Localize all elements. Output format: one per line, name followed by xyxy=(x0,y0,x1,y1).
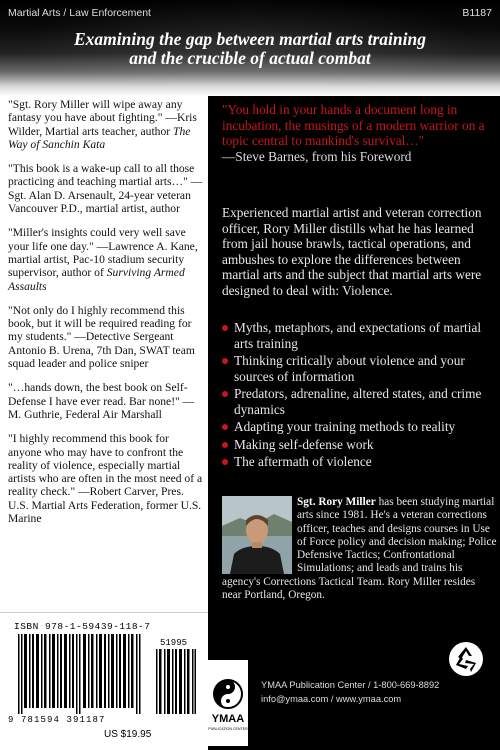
author-bio xyxy=(222,496,497,602)
list-item-text: The aftermath of violence xyxy=(234,454,372,469)
list-item-text: Myths, metaphors, and expectations of martial arts training xyxy=(234,320,482,351)
list-item-text: Thinking critically about violence and your sources of information xyxy=(234,353,465,384)
endorsement-quote xyxy=(8,432,204,525)
photo-spacer xyxy=(222,496,297,574)
endorsement-text: "This book is a wake-up call to all those practicing and teaching martial arts…" —Sgt. Alan D. Arsenault, 24-year veteran Vancouver P.D., martial artist, author xyxy=(8,162,203,216)
endorsement-text: "Miller's insights could very well save your life one day." —Lawrence A. Kane, martial artist, Pac-10 stadium security supervisor, author of xyxy=(8,226,198,280)
foreword-quote xyxy=(222,102,494,164)
endorsement-text: "Not only do I highly recommend this book, but it will be required reading for my students." —Detective Sergeant Antonio B. Urena, 7th Dan, SWAT team squad leader and police sniper xyxy=(8,303,195,371)
author-name: Sgt. Rory Miller xyxy=(297,496,376,508)
list-item xyxy=(222,437,494,453)
publisher-web: info@ymaa.com / www.ymaa.com xyxy=(261,694,402,704)
list-item xyxy=(222,386,494,417)
ean-number: 9 781594 391187 xyxy=(8,715,106,725)
isbn-label: ISBN 978-1-59439-118-7 xyxy=(14,621,151,632)
list-item-text: Adapting your training methods to reality xyxy=(234,419,456,434)
bullet-icon xyxy=(222,325,228,331)
book-title: The Way of Sanchin Kata xyxy=(8,124,191,151)
price-barcode xyxy=(156,649,196,714)
foreword-attribution: —Steve Barnes, from his Foreword xyxy=(222,148,412,164)
logo-subtext: PUBLICATION CENTER xyxy=(208,727,248,731)
list-item-text: Making self-defense work xyxy=(234,436,374,452)
endorsements-panel xyxy=(0,96,208,750)
endorsement-quote xyxy=(8,226,204,292)
bullet-icon xyxy=(222,442,228,448)
list-item xyxy=(222,320,494,351)
endorsement-quote xyxy=(8,162,204,215)
endorsement-quote xyxy=(8,381,204,421)
logo-wordmark: YMAA xyxy=(211,713,245,725)
bullet-icon xyxy=(222,459,228,465)
tagline xyxy=(0,30,500,68)
barcode-area xyxy=(0,612,208,750)
foreword-quote-text: "You hold in your hands a document long in incubation, the musings of a modern warrior on a topic central to mankind's survival…" xyxy=(222,102,485,148)
list-item xyxy=(222,419,494,435)
intro-paragraph: Experienced martial artist and veteran correction officer, Rory Miller distills what he has learned from jail house brawls, tactical operations, and ambushes to explore the differences between martial arts and the subject that martial arts were designed to deal with: Violence. xyxy=(222,205,482,298)
endorsement-list xyxy=(8,98,204,536)
ymaa-logo xyxy=(208,660,248,746)
sku-code: B1187 xyxy=(462,7,492,19)
endorsement-text: "I highly recommend this book for anyone who may have to confront the reality of violence, especially martial artists who are often in the most need of a reality check." —Robert Carver, Pres. U.S. Martial Arts Federation, former U.S. Marine xyxy=(8,432,203,526)
endorsement-text: "…hands down, the best book on Self-Defense I have ever read. Bar none!" —M. Guthrie, Federal Air Marshall xyxy=(8,381,195,421)
list-item-text: Predators, adrenaline, altered states, and crime dynamics xyxy=(234,386,482,417)
recycle-icon xyxy=(448,641,484,677)
publisher-info xyxy=(261,678,439,706)
list-item xyxy=(222,353,494,384)
bullet-icon xyxy=(222,424,228,430)
book-title: Surviving Armed Assaults xyxy=(8,266,185,293)
publisher-phone: YMAA Publication Center / 1-800-669-8892 xyxy=(261,680,440,690)
endorsement-quote xyxy=(8,98,204,151)
category-label: Martial Arts / Law Enforcement xyxy=(8,7,151,19)
list-item xyxy=(222,454,494,470)
header-band xyxy=(0,0,500,96)
topic-list xyxy=(222,320,494,472)
endorsement-text: "Sgt. Rory Miller will wipe away any fantasy you have about fighting." —Kris Wilder, Martial arts teacher, author xyxy=(8,98,197,138)
author-bio-text: has been studying martial arts since 1981. He's a veteran corrections officer, teaches and designs courses in Use of Force policy and decision making; Police Defensive Tactics; Confrontational Simulations; and leads and trains his agency's Corrections Tactical Team. Rory Miller resides near Portland, Oregon. xyxy=(222,496,497,602)
tagline-line-2: and the crucible of actual combat xyxy=(129,48,371,68)
tagline-line-1: Examining the gap between martial arts training xyxy=(73,29,426,49)
bullet-icon xyxy=(222,358,228,364)
description-panel xyxy=(208,96,500,750)
price-label: US $19.95 xyxy=(104,729,152,740)
endorsement-quote xyxy=(8,304,204,370)
price-addon-code: 51995 xyxy=(160,638,188,648)
ean-barcode xyxy=(18,634,143,714)
bullet-icon xyxy=(222,391,228,397)
